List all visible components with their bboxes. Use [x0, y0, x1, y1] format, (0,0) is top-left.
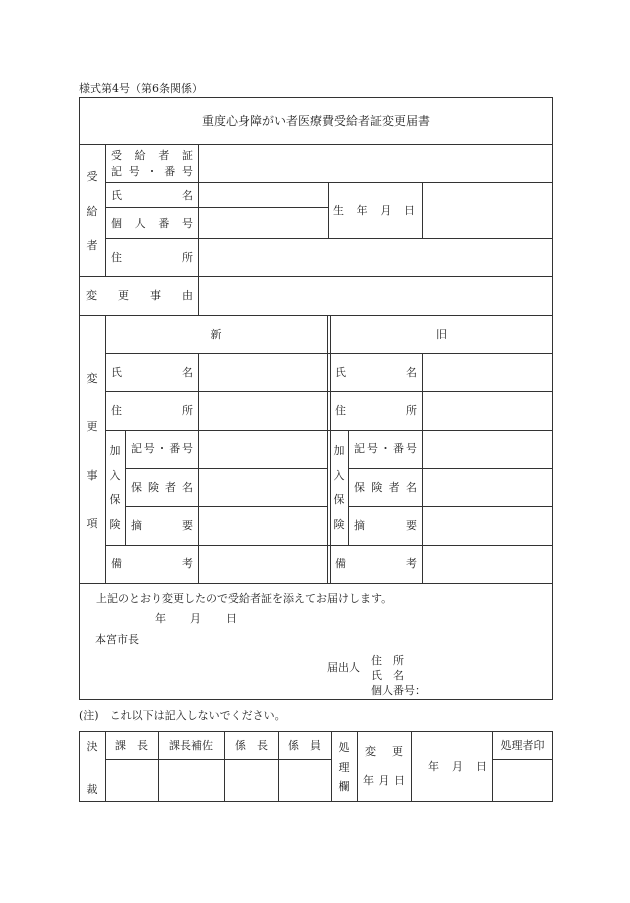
applicant-address-label: 住 所 [371, 654, 404, 667]
date-month: 月 [190, 612, 201, 625]
notice-statement: 上記のとおり変更したので受給者証を添えてお届けします。 [96, 592, 393, 605]
old-insurance-group-label: 加 入 保 険 [333, 444, 345, 531]
old-insurer-name-label: 保 険 者 名 [354, 481, 417, 494]
ymd-month: 月 [452, 760, 463, 773]
new-remarks-label: 備 考 [111, 557, 193, 570]
old-name-label: 氏 名 [335, 366, 417, 379]
recipient-personal-number-label: 個 人 番 号 [111, 217, 193, 230]
new-summary-label: 摘 要 [131, 519, 193, 532]
recipient-name-label: 氏 名 [111, 189, 193, 202]
new-name-label: 氏 名 [111, 366, 193, 379]
date-year: 年 [155, 612, 166, 625]
form-label: 様式第4号（第6条関係） [79, 82, 203, 95]
new-insurer-name-label: 保 険 者 名 [131, 481, 193, 494]
recipient-address-label: 住 所 [111, 251, 193, 264]
change-items-group-label: 変 更 事 項 [86, 372, 98, 530]
old-remarks-label: 備 考 [335, 557, 417, 570]
change-date-label-line1: 変 更 [365, 745, 403, 758]
change-date-label-line2: 年 月 日 [363, 774, 405, 787]
applicant-name-label: 氏 名 [371, 669, 404, 682]
column-old: 旧 [436, 328, 447, 341]
section-chief-label: 課 長 [115, 739, 148, 752]
form-table [79, 97, 553, 700]
new-insurance-group-label: 加 入 保 険 [109, 444, 121, 531]
recipient-group-label: 受 給 者 [86, 170, 98, 252]
date-day: 日 [226, 612, 237, 625]
applicant-label: 届出人 [327, 661, 360, 674]
ymd-year: 年 [428, 760, 439, 773]
new-address-label: 住 所 [111, 404, 193, 417]
old-summary-label: 摘 要 [354, 519, 417, 532]
new-code-number-label: 記 号 ・ 番 号 [131, 442, 193, 455]
change-reason-label: 変 更 事 由 [86, 289, 193, 302]
processing-column-label: 処 理 欄 [338, 741, 350, 793]
staff-label: 係 員 [288, 739, 321, 752]
office-use-note: (注) これ以下は記入しないでください。 [79, 709, 286, 722]
cert-label-line1: 受 給 者 証 [111, 149, 193, 162]
assistant-chief-label: 課長補佐 [169, 739, 213, 752]
subsection-chief-label: 係 長 [235, 739, 268, 752]
column-new: 新 [210, 328, 222, 341]
addressee: 本宮市長 [95, 633, 139, 646]
old-address-label: 住 所 [335, 404, 417, 417]
cert-label-line2: 記 号 ・ 番 号 [111, 165, 193, 178]
birthdate-label: 生 年 月 日 [333, 204, 415, 217]
decision-label: 決 裁 [86, 740, 98, 796]
processor-seal-label: 処理者印 [500, 739, 545, 752]
applicant-personal-number-label: 個人番号： [371, 684, 426, 697]
old-code-number-label: 記 号 ・ 番 号 [354, 442, 417, 455]
form-title: 重度心身障がい者医療費受給者証変更届書 [201, 114, 430, 128]
ymd-day: 日 [476, 760, 487, 773]
